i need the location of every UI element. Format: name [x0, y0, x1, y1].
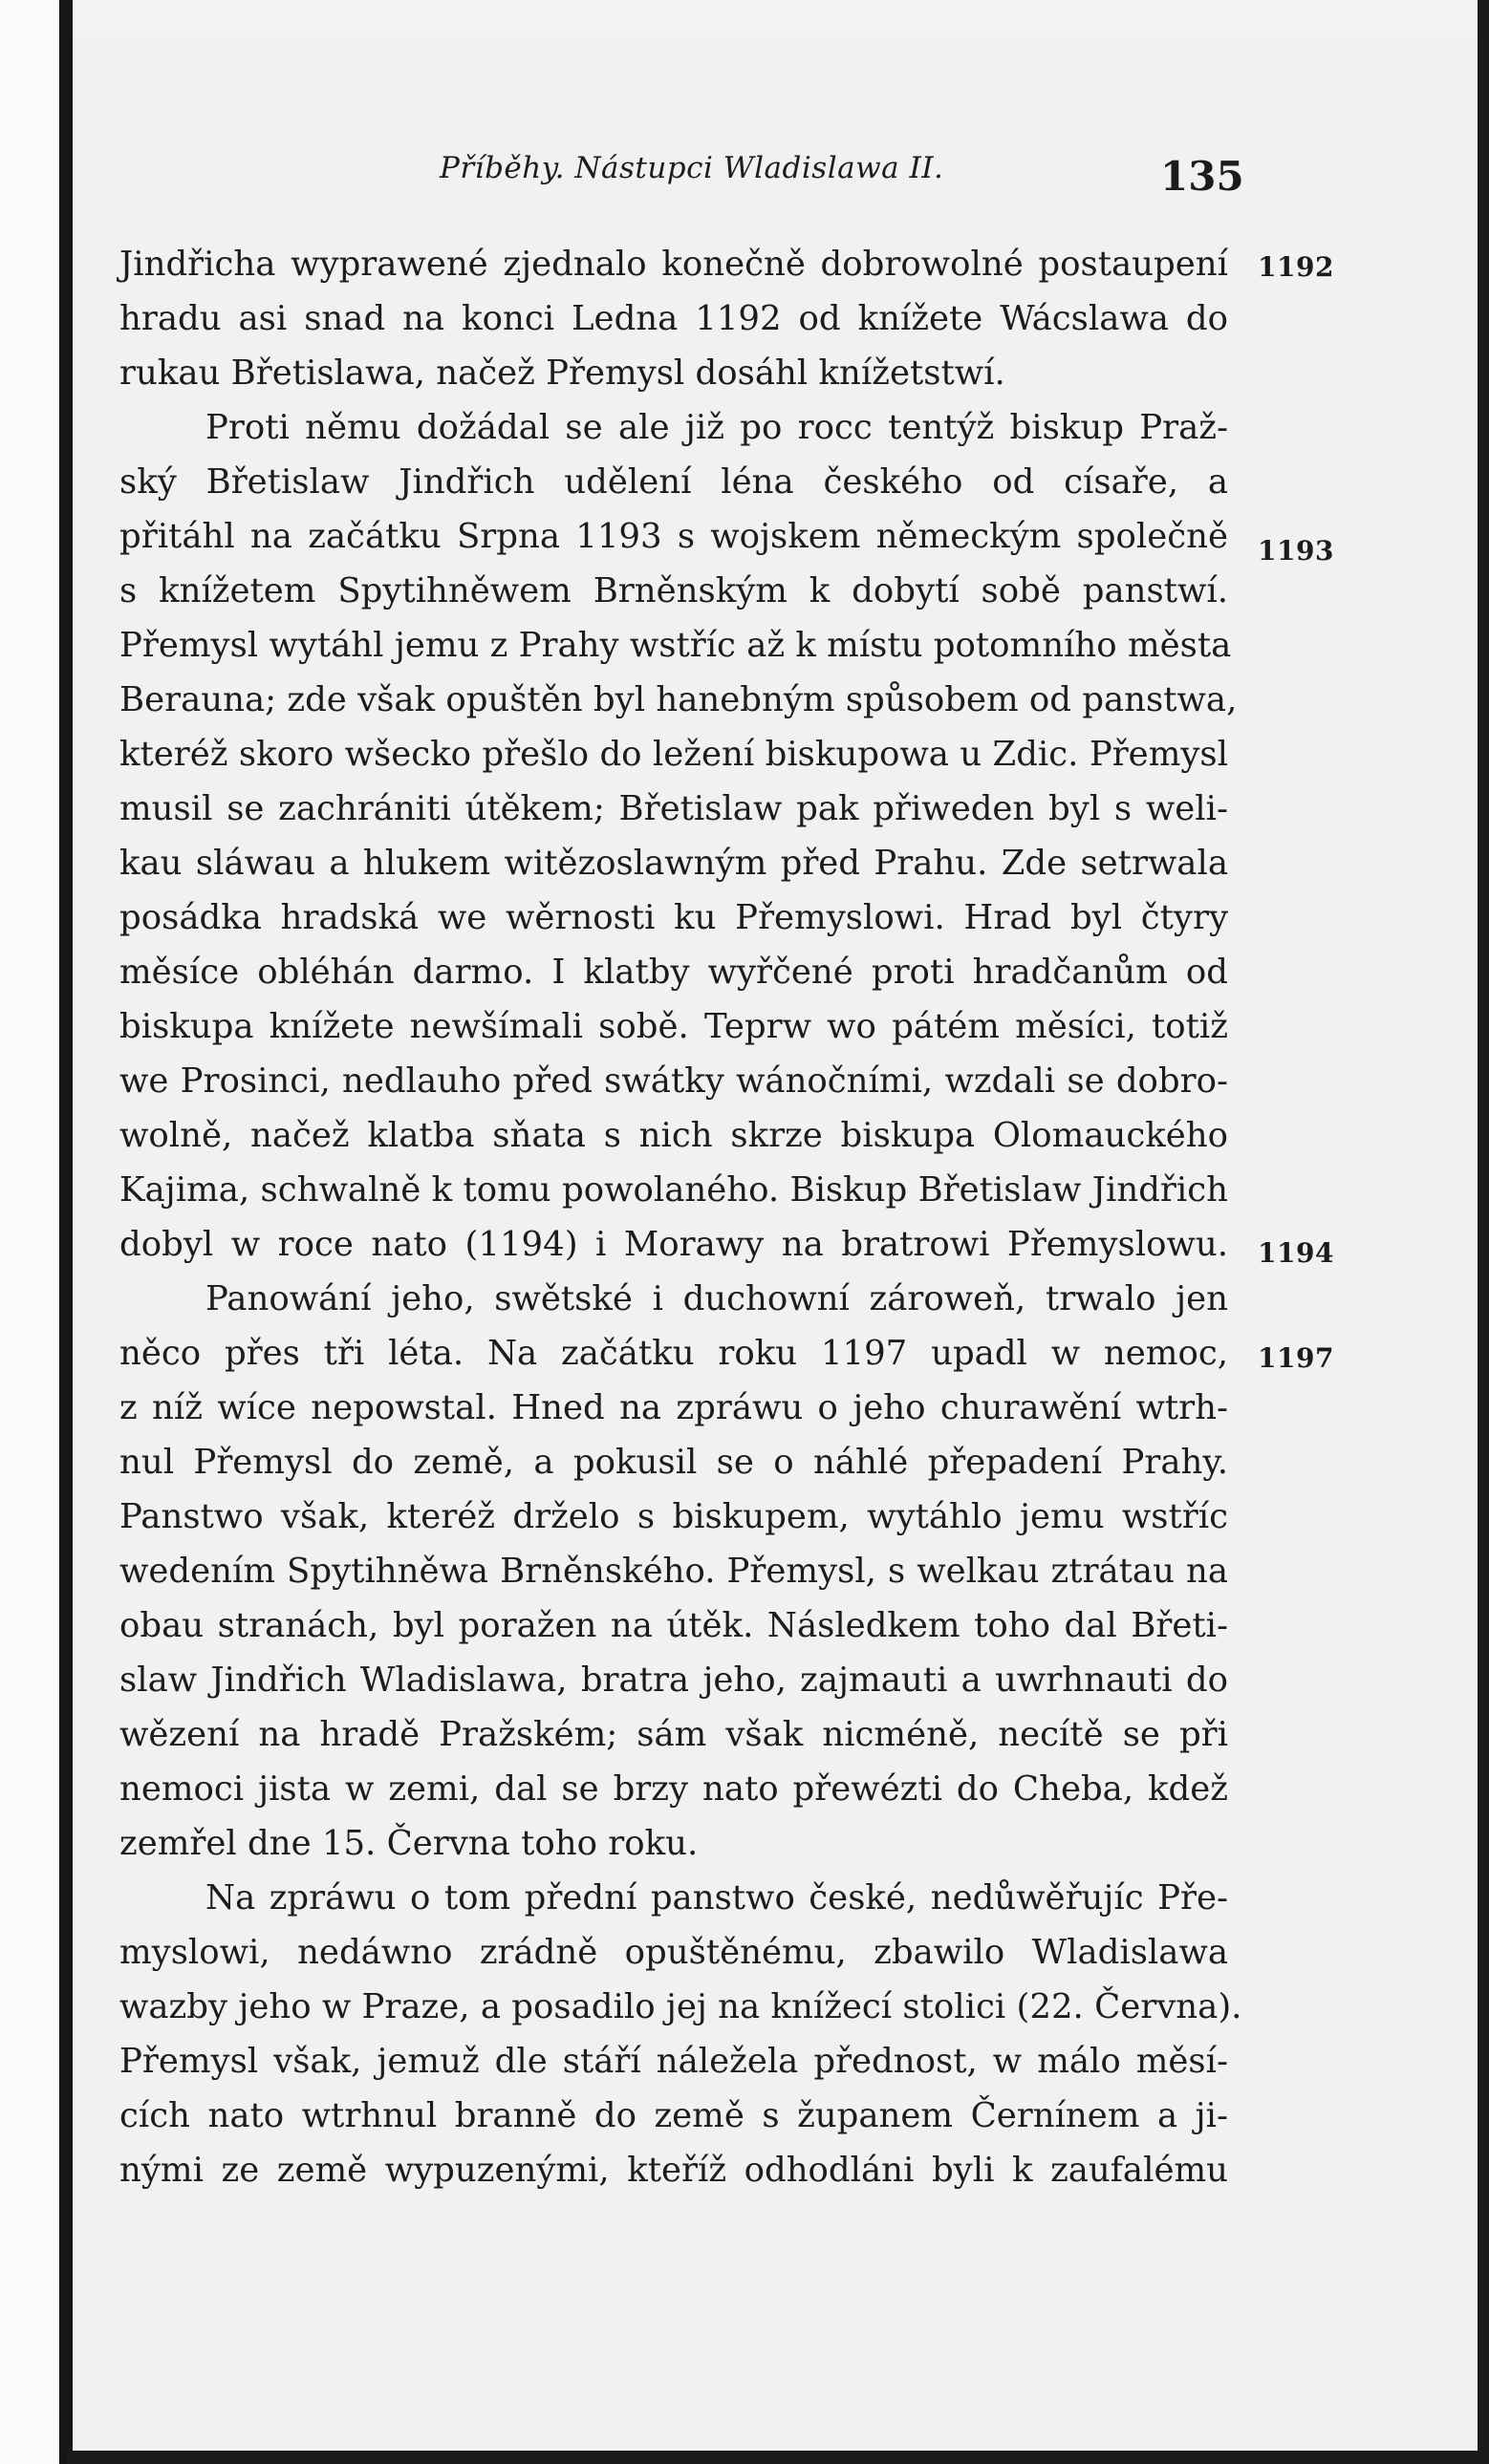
text-line: Přemysl však, jemuž dle stáří náležela přednost, w málo měsí- [119, 2042, 1228, 2081]
text-line: dobyl w roce nato (1194) i Morawy na bratrowi Přemyslowu. [119, 1225, 1228, 1264]
text-line: Panstwo však, kteréž drželo s biskupem, wytáhlo jemu wstříc [119, 1497, 1228, 1536]
text-line: hradu asi snad na konci Ledna 1192 od knížete Wácslawa do [119, 299, 1228, 338]
text-line: myslowi, nedáwno zrádně opuštěnému, zbawilo Wladislawa [119, 1933, 1228, 1972]
text-line: posádka hradská we wěrnosti ku Přemyslowi. Hrad byl čtyry [119, 898, 1228, 937]
text-line: Berauna; zde však opuštěn byl hanebným spůsobem od panstwa, [119, 680, 1238, 719]
text-line: nemoci jista w zemi, dal se brzy nato přewézti do Cheba, kdež [119, 1769, 1228, 1809]
book-spine-edge [59, 0, 73, 2464]
scan-bottom-border [67, 2451, 1489, 2464]
text-line: nul Přemysl do země, a pokusil se o náhlé přepadení Prahy. [119, 1443, 1228, 1482]
text-line: nými ze země wypuzenými, kteříž odhodláni byli k zaufalému [119, 2151, 1228, 2190]
text-line: wedením Spytihněwa Brněnského. Přemysl, s welkau ztrátau na [119, 1552, 1228, 1591]
text-line: we Prosinci, nedlauho před swátky wánočními, wzdali se dobro- [119, 1061, 1228, 1101]
text-line: biskupa knížete newšímali sobě. Teprw wo pátém měsíci, totiž [119, 1007, 1228, 1046]
text-line: měsíce obléhán darmo. I klatby wyřčené proti hradčanům od [119, 953, 1228, 992]
text-line: kteréž skoro wšecko přešlo do ležení biskupowa u Zdic. Přemysl [119, 735, 1228, 774]
text-line: obau stranách, byl poražen na útěk. Následkem toho dal Břeti- [119, 1606, 1228, 1645]
text-line: Jindřicha wyprawené zjednalo konečně dobrowolné postaupení [119, 245, 1228, 284]
margin-year: 1193 [1258, 535, 1334, 567]
page-number: 135 [1160, 153, 1244, 200]
scan-right-border [1478, 0, 1489, 2464]
running-title: Příběhy. Nástupci Wladislawa II. [440, 151, 944, 185]
text-line: z níž wíce nepowstal. Hned na zpráwu o jeho churawění wtrh- [119, 1388, 1228, 1427]
scan-left-margin [0, 0, 67, 2464]
margin-year: 1197 [1258, 1342, 1334, 1374]
text-line: něco přes tři léta. Na začátku roku 1197 upadl w nemoc, [119, 1334, 1228, 1373]
text-line: musil se zachrániti útěkem; Břetislaw pak přiweden byl s weli- [119, 789, 1228, 828]
text-line: Na zpráwu o tom přední panstwo české, nedůwěřujíc Pře- [205, 1878, 1228, 1918]
text-line: wazby jeho w Praze, a posadilo jej na knížecí stolici (22. Června). [119, 1987, 1242, 2026]
margin-year: 1194 [1258, 1237, 1334, 1269]
text-line: Panowání jeho, swětské i duchowní zároweň, trwalo jen [205, 1279, 1228, 1318]
text-line: přitáhl na začátku Srpna 1193 s wojskem německým společně [119, 517, 1228, 556]
text-line: Kajima, schwalně k tomu powolaného. Biskup Břetislaw Jindřich [119, 1170, 1228, 1210]
text-line: cích nato wtrhnul branně do země s županem Černínem a ji- [119, 2096, 1228, 2135]
margin-year: 1192 [1258, 251, 1334, 283]
text-line: Proti němu dožádal se ale již po rocc tentýž biskup Praž- [205, 408, 1228, 447]
text-line: wolně, načež klatba sňata s nich skrze biskupa Olomauckého [119, 1116, 1228, 1155]
text-line: zemřel dne 15. Června toho roku. [119, 1824, 699, 1863]
text-line: kau sláwau a hlukem witězoslawným před Prahu. Zde setrwala [119, 844, 1228, 883]
text-line: wězení na hradě Pražském; sám však nicméně, necítě se při [119, 1715, 1228, 1754]
text-line: ský Břetislaw Jindřich udělení léna českého od císaře, a [119, 462, 1228, 502]
text-line: rukau Břetislawa, načež Přemysl dosáhl knížetstwí. [119, 354, 1005, 393]
text-line: slaw Jindřich Wladislawa, bratra jeho, zajmauti a uwrhnauti do [119, 1661, 1228, 1700]
body-text [119, 237, 1242, 2197]
text-line: s knížetem Spytihněwem Brněnským k dobytí sobě panstwí. [119, 571, 1228, 611]
text-line: Přemysl wytáhl jemu z Prahy wstříc až k místu potomního města [119, 626, 1232, 665]
